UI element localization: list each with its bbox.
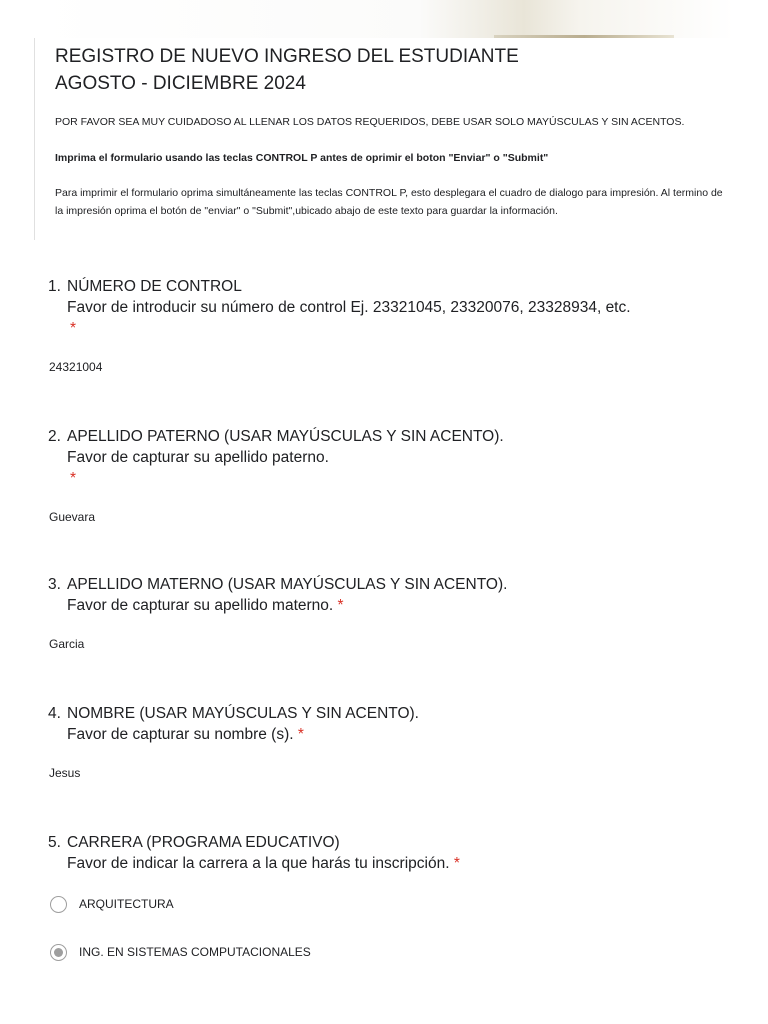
question-title: APELLIDO PATERNO (USAR MAYÚSCULAS Y SIN ACENTO).	[67, 428, 504, 445]
answer-apellido-paterno[interactable]: Guevara	[49, 510, 96, 524]
question-title: NOMBRE (USAR MAYÚSCULAS Y SIN ACENTO).	[67, 705, 419, 722]
answer-apellido-materno[interactable]: Garcia	[49, 637, 85, 651]
question-description: Favor de introducir su número de control Ej. 23321045, 23320076, 23328934, etc.	[67, 299, 631, 316]
required-mark: *	[70, 320, 77, 337]
question-number: 5.	[48, 834, 61, 851]
radio-button[interactable]	[50, 896, 67, 913]
question-number: 1.	[48, 278, 61, 295]
form-description-print-note: Imprima el formulario usando las teclas CONTROL P antes de oprimir el boton "Enviar" o "Submit"	[55, 152, 549, 164]
radio-button-selected[interactable]	[50, 944, 67, 961]
required-mark: *	[453, 855, 460, 872]
question-title: CARRERA (PROGRAMA EDUCATIVO)	[67, 834, 340, 851]
question-title: NÚMERO DE CONTROL	[67, 278, 242, 295]
form-header	[34, 38, 734, 240]
question-description	[67, 597, 344, 615]
radio-label: ARQUITECTURA	[79, 897, 174, 911]
required-mark: *	[337, 597, 344, 614]
question-number: 3.	[48, 576, 61, 593]
question-description: Favor de capturar su apellido paterno.	[67, 449, 329, 466]
form-description-instructions: Para imprimir el formulario oprima simultáneamente las teclas CONTROL P, esto desplegara el cuadro de dialogo para impresión. Al termino de la impresión oprima el botón de "enviar" o "Submit",ubicado abajo de este texto para guardar la información.	[55, 187, 723, 217]
question-number: 2.	[48, 428, 61, 445]
answer-control-number[interactable]: 24321004	[49, 360, 103, 374]
question-description-text: Favor de capturar su apellido materno.	[67, 597, 334, 614]
question-title: APELLIDO MATERNO (USAR MAYÚSCULAS Y SIN ACENTO).	[67, 576, 508, 593]
question-description	[67, 726, 304, 744]
radio-label: ING. EN SISTEMAS COMPUTACIONALES	[79, 945, 311, 959]
answer-nombre[interactable]: Jesus	[49, 766, 81, 780]
header-banner-image	[34, 0, 734, 38]
form-title-line2: AGOSTO - DICIEMBRE 2024	[55, 73, 306, 94]
required-mark: *	[297, 726, 304, 743]
form-title-line1: REGISTRO DE NUEVO INGRESO DEL ESTUDIANTE	[55, 46, 519, 67]
question-number: 4.	[48, 705, 61, 722]
form-description-uppercase-note: POR FAVOR SEA MUY CUIDADOSO AL LLENAR LOS DATOS REQUERIDOS, DEBE USAR SOLO MAYÚSCULAS Y SIN ACENTOS.	[55, 116, 685, 128]
required-mark: *	[70, 470, 77, 487]
question-description-text: Favor de capturar su nombre (s).	[67, 726, 294, 743]
question-description	[67, 855, 460, 873]
question-description-text: Favor de indicar la carrera a la que harás tu inscripción.	[67, 855, 450, 872]
